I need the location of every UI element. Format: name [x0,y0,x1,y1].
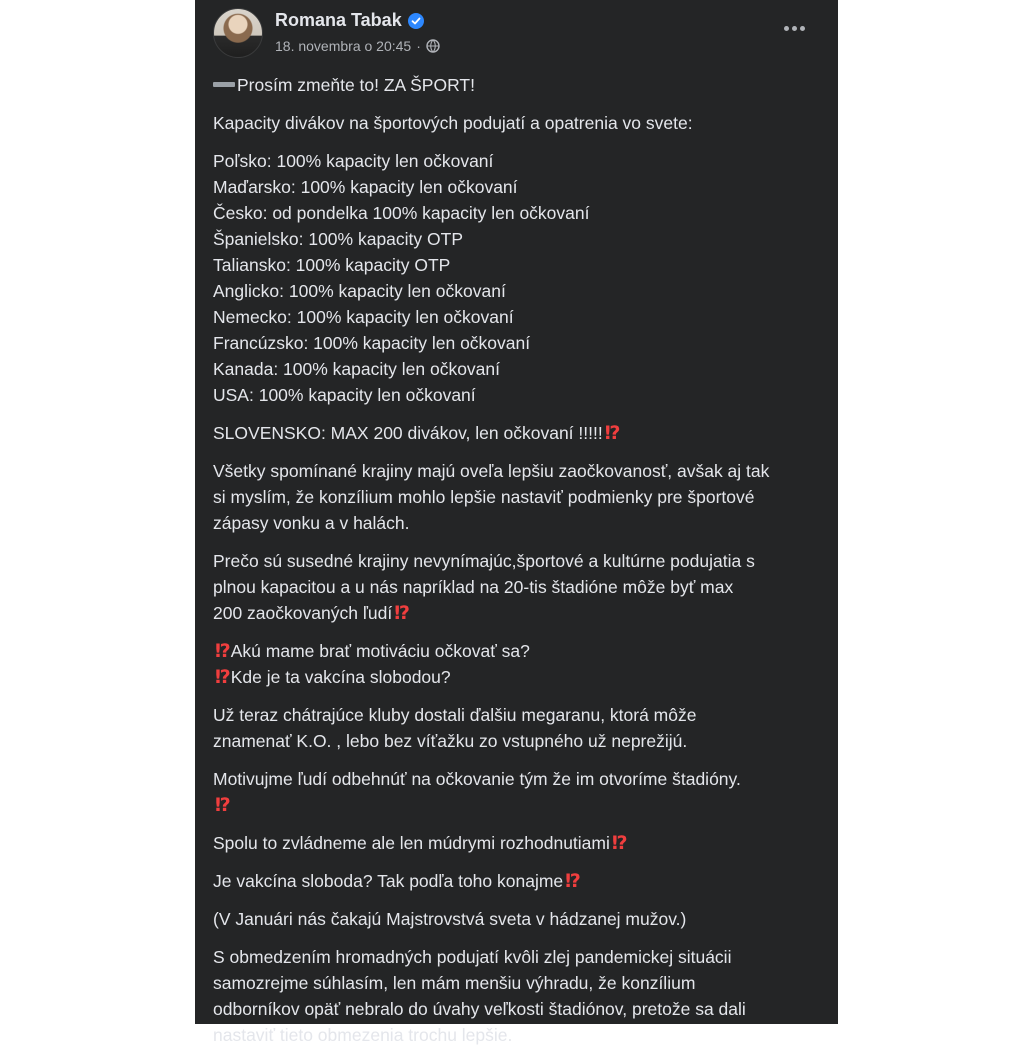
list-item: Anglicko: 100% kapacity len očkovaní [213,281,506,301]
interrobang-icon: ⁉ [215,640,229,662]
interrobang-icon: ⁉ [604,422,619,444]
list-item: Kanada: 100% kapacity len očkovaní [213,359,500,379]
paragraph-line-text: 200 zaočkovaných ľudí [213,603,393,623]
question-line [213,638,820,664]
paragraph-line: Všetky spomínané krajiny majú oveľa lepšiu zaočkovanosť, avšak aj tak [213,461,770,481]
interrobang-icon: ⁉ [215,666,229,688]
paragraph-text: Spolu to zvládneme ale len múdrymi rozhodnutiami [213,833,610,853]
slovensko-line [213,420,820,446]
paragraph-7: (V Januári nás čakajú Majstrovstvá sveta v hádzanej mužov.) [213,909,687,929]
list-item: Španielsko: 100% kapacity OTP [213,229,463,249]
author-avatar[interactable] [213,8,263,58]
paragraph-6 [213,868,820,894]
paragraph-line: si myslím, že konzílium mohlo lepšie nastaviť podmienky pre športové [213,487,755,507]
paragraph-line [213,792,820,818]
slovensko-text: SLOVENSKO: MAX 200 divákov, len očkovaní !!!!! [213,423,603,443]
question-text: Kde je ta vakcína slobodou? [230,667,451,687]
paragraph-line: plnou kapacitou a u nás napríklad na 20-tis štadióne môže byť max [213,577,734,597]
paragraph-line: Už teraz chátrajúce kluby dostali ďalšiu megaranu, ktorá môže [213,705,697,725]
list-item: Maďarsko: 100% kapacity len očkovaní [213,177,518,197]
author-name[interactable]: Romana Tabak [275,10,402,30]
country-list [213,148,820,408]
post-meta [275,38,440,54]
interrobang-icon: ⁉ [611,832,626,854]
paragraph-3 [213,702,820,754]
interrobang-icon: ⁉ [565,870,579,892]
paragraph-line: S obmedzením hromadných podujatí kvôli zlej pandemickej situácii [213,947,732,967]
post-text [213,72,820,1060]
paragraph-line: znamenať K.O. , lebo bez víťažku zo vstupného už neprežijú. [213,731,688,751]
list-item: USA: 100% kapacity len očkovaní [213,385,476,405]
dash-emoji-icon [213,82,235,87]
post-header [213,8,820,62]
question-line [213,664,820,690]
verified-badge-icon [408,13,424,29]
paragraph-line: Motivujme ľudí odbehnúť na očkovanie tým že im otvoríme štadióny. [213,769,741,789]
paragraph-line: nastaviť tieto obmezenia trochu lepšie. [213,1025,513,1045]
post-title-line [213,72,820,98]
list-item: Nemecko: 100% kapacity len očkovaní [213,307,514,327]
globe-icon[interactable] [426,39,440,53]
list-item: Poľsko: 100% kapacity len očkovaní [213,151,494,171]
paragraph-line: zápasy vonku a v halách. [213,513,410,533]
paragraph-8 [213,944,820,1048]
paragraph-1 [213,458,820,536]
interrobang-icon: ⁉ [215,794,229,816]
paragraph-line: samozrejme súhlasím, len mám menšiu výhradu, že konzílium [213,973,696,993]
list-item: Francúzsko: 100% kapacity len očkovaní [213,333,531,353]
facebook-post [195,0,838,1045]
author-row [275,10,424,31]
more-options-icon[interactable] [776,16,812,40]
intro-paragraph: Kapacity divákov na športových podujatí a opatrenia vo svete: [213,113,693,133]
paragraph-4 [213,766,820,818]
question-text: Akú mame brať motiváciu očkovať sa? [230,641,530,661]
paragraph-5 [213,830,820,856]
post-title: Prosím zmeňte to! ZA ŠPORT! [237,75,475,95]
questions [213,638,820,690]
meta-separator: · [416,38,421,54]
paragraph-line: odborníkov opäť nebralo do úvahy veľkosti štadiónov, pretože sa dali [213,999,746,1019]
list-item: Česko: od pondelka 100% kapacity len očkovaní [213,203,590,223]
interrobang-icon: ⁉ [394,602,408,624]
paragraph-text: Je vakcína sloboda? Tak podľa toho konajme [213,871,564,891]
list-item: Taliansko: 100% kapacity OTP [213,255,451,275]
paragraph-line: Prečo sú susedné krajiny nevynímajúc,športové a kultúrne podujatia s [213,551,755,571]
paragraph-line [213,600,820,626]
paragraph-2 [213,548,820,626]
post-timestamp[interactable]: 18. novembra o 20:45 [275,38,412,54]
